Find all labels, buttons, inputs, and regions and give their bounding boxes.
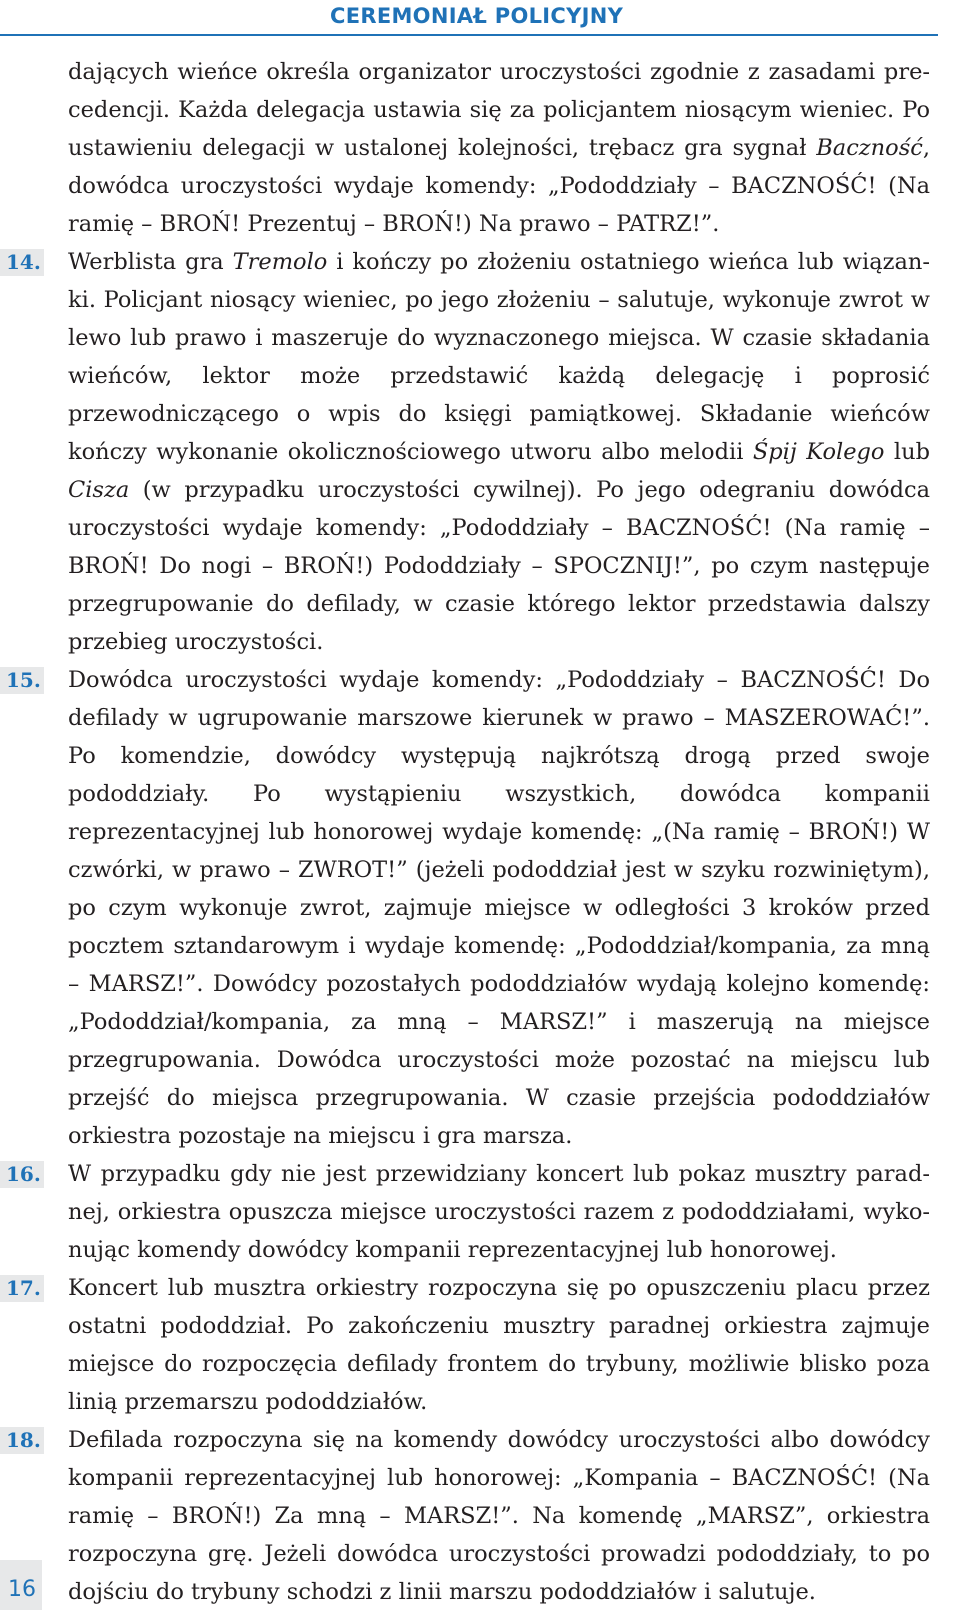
italic-text: Cisza — [68, 477, 130, 503]
paragraph-number: 15. — [0, 667, 44, 694]
paragraph-number: 14. — [0, 249, 44, 276]
text-run: Werblista gra — [68, 249, 233, 275]
document-body — [6, 53, 931, 1611]
text-run: W przypadku gdy nie jest przewidziany koncert lub pokaz musztry paradnej, orkiestra opuszcza miejsce uroczystości razem z pododdziałami, wykonując komendy dowódcy kompanii reprezentacyjnej lub honorowej. — [68, 1161, 930, 1263]
italic-text: Baczność — [816, 135, 923, 161]
numbered-paragraph — [6, 661, 930, 1155]
text-run: (w przypadku uroczystości cywilnej). Po jego odegraniu dowódca uroczystości wydaje komendy: „Pododdziały – BACZNOŚĆ! (Na ramię – BROŃ! Do nogi – BROŃ!) Pododdziały – SPOCZNIJ!”, po czym następuje przegrupowanie do defilady, w czasie którego lektor przedstawia dalszy przebieg uroczystości. — [68, 477, 930, 655]
text-run: Defilada rozpoczyna się na komendy dowódcy uroczystości albo dowódcy kompanii reprezentacyjnej lub honorowej: „Kompania – BACZNOŚĆ! (Na ramię – BROŃ!) Za mną – MARSZ!”. Na komendę „MARSZ”, orkiestra rozpoczyna grę. Jeżeli dowódca uroczystości prowadzi pododdziały, to po dojściu do trybuny schodzi z linii marszu pododdziałów i salutuje. — [68, 1427, 930, 1605]
page-number: 16 — [8, 1577, 36, 1602]
numbered-paragraph — [6, 1269, 930, 1421]
numbered-paragraph — [6, 243, 931, 661]
paragraph-number: 18. — [0, 1427, 44, 1454]
page-header — [0, 0, 960, 36]
header-rule — [0, 34, 938, 36]
text-run: dających wieńce określa organizator uroczystości zgodnie z zasadami precedencji. Każda delegacja ustawia się za policjantem niosącym wieniec. Po ustawieniu delegacji w ustalonej kolejności, trębacz gra sygnał — [68, 59, 930, 161]
text-run: , dowódca uroczystości wydaje komendy: „Pododdziały – BACZNOŚĆ! (Na ramię – BROŃ! Prezentuj – BROŃ!) Na prawo – PATRZ!”. — [68, 135, 930, 237]
italic-text: Śpij Kolego — [752, 439, 885, 465]
text-run: i kończy po złożeniu ostatniego wieńca lub wiązanki. Policjant niosący wieniec, po jego złożeniu – salutuje, wykonuje zwrot w lewo lub prawo i maszeruje do wyznaczonego miejsca. W czasie składania wieńców, lektor może przedstawić każdą delegację i poprosić przewodniczącego o wpis do księgi pamiątkowej. Składanie wieńców kończy wykonanie okolicznościowego utworu albo melodii — [68, 249, 931, 465]
text-run: Dowódca uroczystości wydaje komendy: „Pododdziały – BACZNOŚĆ! Do defilady w ugrupowanie marszowe kierunek w prawo – MASZEROWAĆ!”. Po komendzie, dowódcy występują najkrótszą drogą przed swoje pododdziały. Po wystąpieniu wszystkich, dowódca kompanii reprezentacyjnej lub honorowej wydaje komendę: „(Na ramię – BROŃ!) W czwórki, w prawo – ZWROT!” (jeżeli pododdział jest w szyku rozwiniętym), po czym wykonuje zwrot, zajmuje miejsce w odległości 3 kroków przed pocztem sztandarowym i wydaje komendę: „Pododdział/kompania, za mną – MARSZ!”. Dowódcy pozostałych pododdziałów wydają kolejno komendę: „Pododdział/kompania, za mną – MARSZ!” i maszerują na miejsce przegrupowania. Dowódca uroczystości może pozostać na miejscu lub przejść do miejsca przegrupowania. W czasie przejścia pododdziałów orkiestra pozostaje na miejscu i gra marsza. — [68, 667, 930, 1149]
paragraph-number: 17. — [0, 1275, 44, 1302]
text-run: lub — [884, 439, 931, 465]
text-run: Koncert lub musztra orkiestry rozpoczyna się po opuszczeniu placu przez ostatni pododdział. Po zakończeniu musztry paradnej orkiestra zajmuje miejsce do rozpoczęcia defilady frontem do trybuny, możliwie blisko poza linią przemarszu pododdziałów. — [68, 1275, 930, 1415]
paragraph — [68, 53, 930, 243]
numbered-paragraph — [6, 1155, 930, 1269]
italic-text: Tremolo — [232, 249, 328, 275]
running-title: CEREMONIAŁ POLICYJNY — [330, 4, 624, 28]
page-number-box — [0, 1560, 42, 1610]
paragraph-number: 16. — [0, 1161, 44, 1188]
